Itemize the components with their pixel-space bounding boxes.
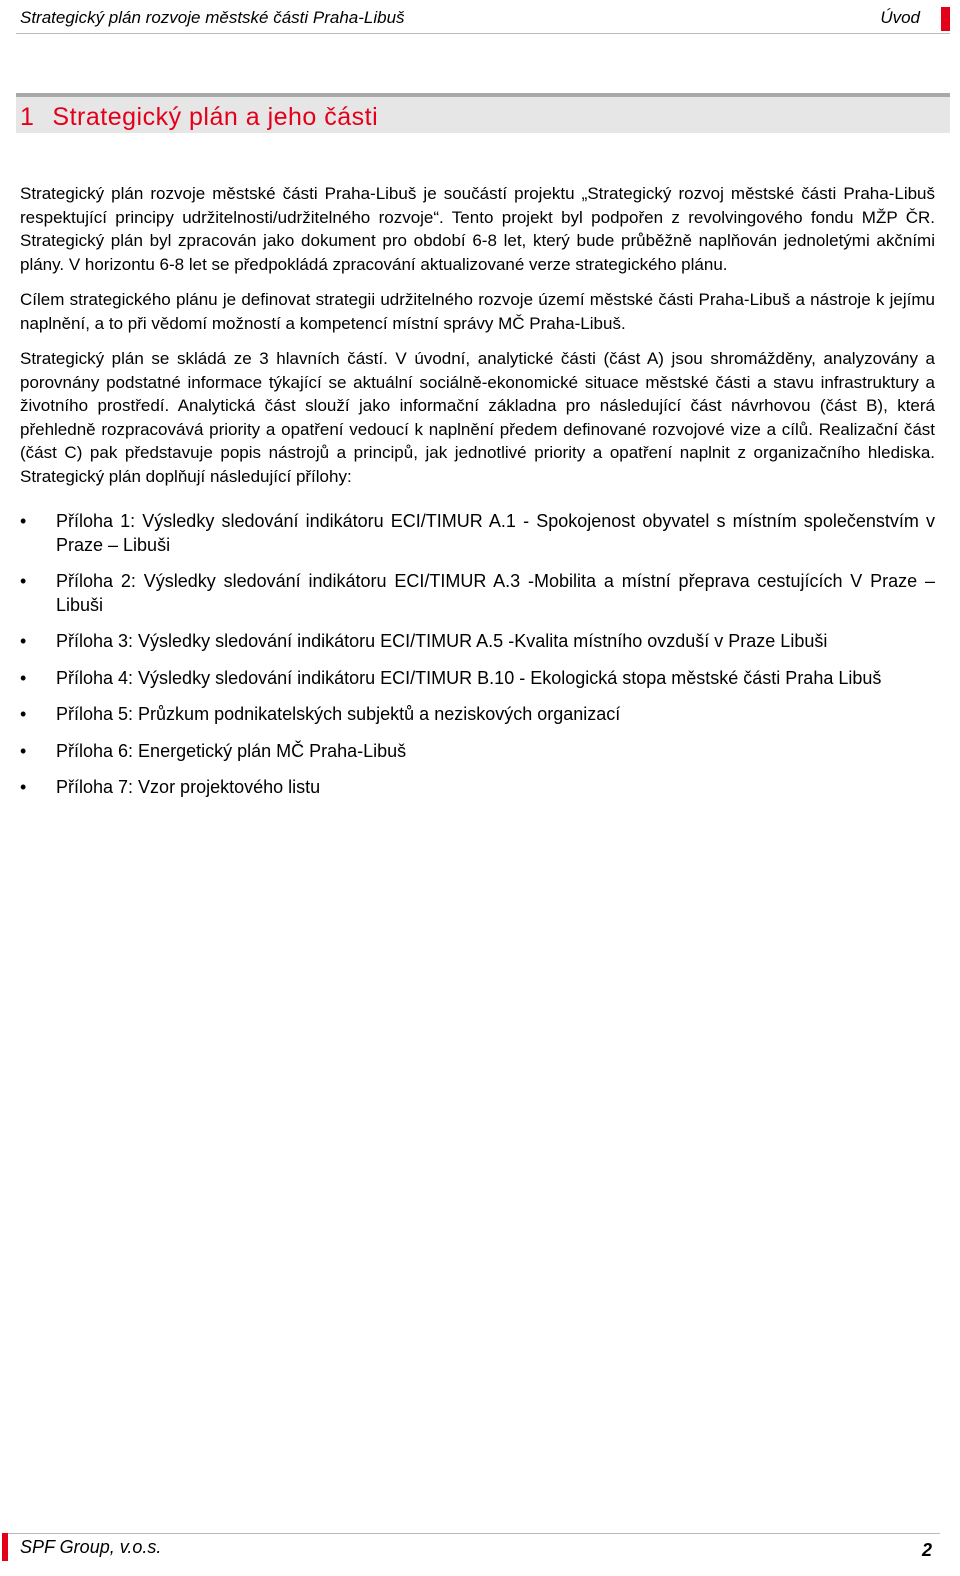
header-accent-bar bbox=[941, 7, 950, 31]
chapter-heading bbox=[16, 93, 950, 133]
bullet-icon: • bbox=[20, 740, 27, 761]
page-number: 2 bbox=[921, 1540, 932, 1560]
list-item bbox=[20, 776, 935, 800]
list-item bbox=[20, 703, 935, 727]
bullet-icon: • bbox=[20, 704, 27, 724]
attachment-text: Příloha 2: Výsledky sledování indikátoru ECI/TIMUR A.3 -Mobilita a místní přeprava cestujících V Praze – Libuši bbox=[56, 571, 935, 615]
header-divider bbox=[16, 33, 950, 34]
attachment-text: Příloha 5: Průzkum podnikatelských subjektů a neziskových organizací bbox=[56, 704, 621, 724]
attachment-text: Příloha 1: Výsledky sledování indikátoru ECI/TIMUR A.1 - Spokojenost obyvatel s místním společenstvím v Praze – Libuši bbox=[56, 511, 935, 555]
list-item bbox=[20, 630, 935, 654]
intro-paragraph: Strategický plán rozvoje městské části Praha-Libuš je součástí projektu „Strategický rozvoj městské části Praha-Libuš respektující principy udržitelnosti/udržitelného rozvoje“. Tento projekt byl podpořen z revolvingového fondu MŽP ČR. Strategický plán byl zpracován jako dokument pro období 6-8 let, který bude průběžně naplňován jednoletými akčními plány. V horizontu 6-8 let se předpokládá zpracování aktualizované verze strategického plánu. bbox=[20, 184, 935, 274]
document-title: Strategický plán rozvoje městské části Praha-Libuš bbox=[20, 8, 405, 27]
footer-divider bbox=[2, 1533, 940, 1534]
list-item bbox=[20, 667, 935, 691]
chapter-heading-text bbox=[20, 103, 378, 132]
attachment-text: Příloha 4: Výsledky sledování indikátoru ECI/TIMUR B.10 - Ekologická stopa městské části Praha Libuš bbox=[56, 667, 882, 688]
attachment-text: Příloha 3: Výsledky sledování indikátoru ECI/TIMUR A.5 -Kvalita místního ovzduší v Praze Libuši bbox=[56, 631, 828, 651]
chapter-title: Strategický plán a jeho části bbox=[52, 103, 379, 131]
bullet-icon: • bbox=[20, 777, 27, 797]
bullet-icon: • bbox=[20, 571, 27, 591]
attachment-text: Příloha 7: Vzor projektového listu bbox=[56, 777, 321, 797]
goal-paragraph: Cílem strategického plánu je definovat strategii udržitelného rozvoje území městské části Praha-Libuš a nástroje k jejímu naplnění, a to při vědomí možností a kompetencí místní správy MČ Praha-Libuš. bbox=[20, 290, 935, 333]
footer-company: SPF Group, v.o.s. bbox=[20, 1537, 162, 1557]
footer-accent-bar bbox=[2, 1533, 8, 1561]
list-item bbox=[20, 740, 935, 764]
bullet-icon: • bbox=[20, 631, 27, 651]
attachment-text: Příloha 6: Energetický plán MČ Praha-Libuš bbox=[56, 740, 407, 761]
list-item bbox=[20, 570, 935, 617]
body-content bbox=[20, 182, 935, 813]
list-item bbox=[20, 510, 935, 557]
bullet-icon: • bbox=[20, 511, 27, 531]
structure-paragraph: Strategický plán se skládá ze 3 hlavních částí. V úvodní, analytické části (část A) jsou shromážděny, analyzovány a porovnány podstatné informace týkající se aktuální sociálně-ekonomické situace městské části a stavu infrastruktury a životního prostředí. Analytická část slouží jako informační základna pro následující část návrhovou (část B), která přehledně rozpracovává priority a opatření vedoucí k naplnění předem definované rozvojové vize a cílů. Realizační část (část C) pak představuje popis nástrojů a principů, jak jednotlivé priority a opatření naplnit z organizačního hlediska. Strategický plán doplňují následující přílohy: bbox=[20, 349, 935, 486]
attachments-list bbox=[20, 510, 935, 800]
chapter-number: 1 bbox=[20, 103, 35, 131]
section-name: Úvod bbox=[880, 8, 920, 27]
bullet-icon: • bbox=[20, 667, 27, 688]
